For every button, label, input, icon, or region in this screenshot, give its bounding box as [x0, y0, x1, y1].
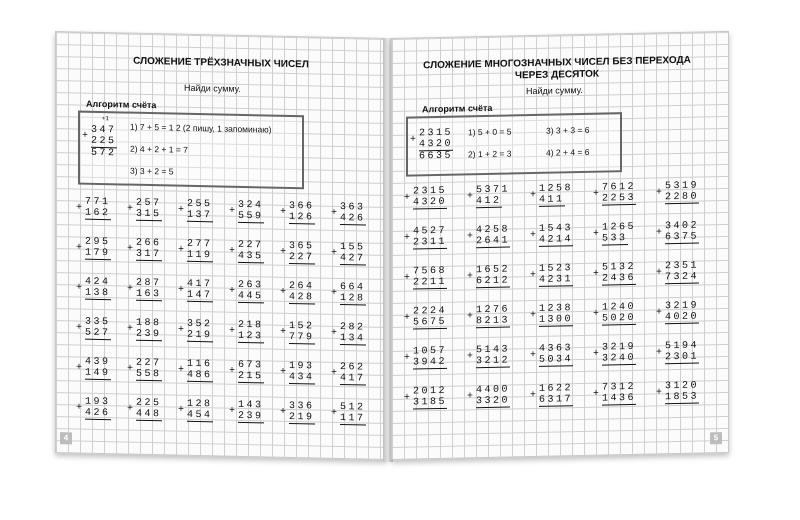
- addend-1: 3120: [665, 380, 700, 393]
- addition-problem: [656, 381, 700, 412]
- addend-2: 2211: [413, 276, 448, 289]
- addition-problem: [178, 359, 222, 390]
- algorithm-step: 2) 1 + 2 = 3: [468, 148, 512, 160]
- addend-2: 2641: [476, 235, 511, 248]
- plus-sign: +: [331, 207, 338, 219]
- addition-problem: [76, 236, 120, 267]
- plus-sign: +: [530, 389, 537, 402]
- addend-2: 4214: [539, 234, 574, 246]
- addend-1: 5132: [602, 261, 637, 274]
- addend-1: 336: [289, 400, 315, 413]
- addition-problem: [280, 321, 324, 352]
- addend-1: 257: [136, 197, 162, 210]
- page-title: СЛОЖЕНИЕ ТРЁХЗНАЧНЫХ ЧИСЕЛ: [133, 55, 309, 71]
- addition-problem: [530, 183, 574, 214]
- addend-1: 1057: [413, 345, 448, 358]
- addend-1: 2012: [413, 385, 448, 398]
- addend-2: 138: [85, 287, 111, 300]
- addend-1: 262: [340, 362, 366, 374]
- carry-mark: +1: [102, 116, 109, 123]
- addition-problem: [467, 184, 511, 215]
- addend-1: 7312: [602, 381, 637, 394]
- addition-problem: [467, 384, 511, 415]
- addend-1: 2224: [413, 305, 448, 318]
- addend-1: 128: [187, 398, 213, 411]
- addend-1: 439: [85, 356, 111, 369]
- page-subtitle: Найди сумму.: [184, 82, 241, 94]
- addend-2: 6317: [539, 394, 574, 406]
- addend-1: 347: [91, 124, 117, 137]
- addend-1: 155: [340, 242, 366, 254]
- plus-sign: +: [530, 189, 537, 202]
- page-number: 4: [60, 432, 72, 444]
- addend-2: 179: [85, 247, 111, 260]
- example-sum: 6635: [419, 150, 454, 163]
- addend-1: 263: [238, 279, 264, 292]
- addend-2: 4320: [419, 138, 454, 151]
- addition-problem: [127, 398, 171, 429]
- addend-1: 512: [340, 402, 366, 414]
- plus-sign: +: [82, 130, 89, 142]
- addend-1: 295: [85, 236, 111, 249]
- algorithm-example: [82, 116, 126, 160]
- plus-sign: +: [404, 312, 411, 324]
- addend-2: 426: [340, 213, 366, 225]
- plus-sign: +: [593, 188, 600, 200]
- plus-sign: +: [656, 347, 663, 359]
- algorithm-box: [78, 111, 304, 190]
- addend-2: 4020: [665, 311, 700, 324]
- addend-1: 365: [289, 240, 315, 253]
- right-page: [391, 31, 729, 460]
- plus-sign: +: [76, 362, 83, 374]
- algorithm-label: Алгоритм счёта: [422, 102, 493, 115]
- plus-sign: +: [656, 387, 663, 399]
- addition-problem: [76, 316, 120, 347]
- addition-problem: [404, 266, 448, 297]
- addend-2: 445: [238, 290, 264, 303]
- addend-1: 1276: [476, 304, 511, 317]
- addition-problem: [593, 182, 637, 213]
- addition-problem: [404, 346, 448, 377]
- addend-2: 3320: [476, 395, 511, 408]
- addition-problem: [331, 402, 375, 433]
- addition-problem: [331, 362, 375, 393]
- addend-2: 3240: [602, 352, 637, 365]
- addition-problem: [331, 202, 375, 233]
- addend-1: 1238: [539, 303, 574, 315]
- addend-2: 533: [602, 233, 628, 245]
- algorithm-label: Алгоритм счёта: [86, 98, 157, 111]
- algorithm-example: [410, 127, 454, 163]
- addend-2: 2253: [602, 192, 637, 205]
- addend-2: 219: [187, 329, 213, 342]
- addition-problem: [229, 240, 273, 271]
- plus-sign: +: [280, 326, 287, 338]
- addend-2: 147: [187, 289, 213, 302]
- addition-problem: [593, 222, 637, 253]
- addend-2: 239: [238, 410, 264, 423]
- addition-problem: [178, 239, 222, 270]
- addend-2: 149: [85, 367, 111, 380]
- addend-2: 426: [85, 407, 111, 420]
- addition-problem: [229, 320, 273, 351]
- addend-2: 137: [187, 209, 213, 222]
- addition-problem: [404, 306, 448, 337]
- addend-2: 428: [289, 291, 315, 304]
- addend-1: 7612: [602, 181, 637, 194]
- plus-sign: +: [178, 364, 185, 376]
- problem-grid: [392, 32, 728, 39]
- plus-sign: +: [530, 349, 537, 362]
- plus-sign: +: [280, 286, 287, 298]
- plus-sign: +: [593, 268, 600, 280]
- addend-2: 427: [340, 253, 366, 265]
- addend-2: 119: [187, 249, 213, 262]
- addition-problem: [656, 181, 700, 212]
- plus-sign: +: [229, 285, 236, 297]
- addend-2: 3942: [413, 356, 448, 369]
- plus-sign: +: [656, 267, 663, 279]
- addend-1: 2351: [665, 260, 700, 273]
- plus-sign: +: [127, 203, 134, 215]
- addend-1: 255: [187, 198, 213, 211]
- plus-sign: +: [76, 322, 83, 334]
- addend-1: 417: [187, 278, 213, 291]
- addend-1: 152: [289, 320, 315, 333]
- addend-2: 317: [136, 248, 162, 261]
- problem-grid: [56, 32, 386, 39]
- plus-sign: +: [229, 405, 236, 417]
- addend-2: 2301: [665, 351, 700, 364]
- addend-2: 126: [289, 211, 315, 224]
- addend-2: 5675: [413, 316, 448, 329]
- page-subtitle: Найди сумму.: [526, 84, 583, 97]
- addend-2: 1300: [539, 314, 574, 326]
- addend-2: 3185: [413, 396, 448, 409]
- plus-sign: +: [404, 352, 411, 364]
- open-workbook: [55, 38, 735, 478]
- plus-sign: +: [178, 284, 185, 296]
- plus-sign: +: [593, 348, 600, 360]
- addend-1: 282: [340, 322, 366, 334]
- addend-2: 434: [289, 371, 315, 384]
- plus-sign: +: [467, 191, 474, 203]
- addend-2: 162: [85, 207, 111, 220]
- addend-1: 335: [85, 316, 111, 329]
- addend-2: 1853: [665, 391, 700, 404]
- addend-2: 7324: [665, 271, 700, 284]
- addend-1: 4258: [476, 224, 511, 237]
- addition-problem: [656, 261, 700, 292]
- addend-2: 117: [340, 413, 366, 425]
- page-title-line-2: ЧЕРЕЗ ДЕСЯТОК: [514, 68, 600, 82]
- addend-2: 315: [136, 208, 162, 221]
- addition-problem: [76, 396, 120, 427]
- addition-problem: [404, 386, 448, 417]
- plus-sign: +: [76, 282, 83, 294]
- plus-sign: +: [229, 325, 236, 337]
- plus-sign: +: [76, 202, 83, 214]
- left-page: [55, 31, 387, 460]
- addend-1: 4400: [476, 384, 511, 397]
- addend-2: 417: [340, 373, 366, 385]
- algorithm-step: 2) 4 + 2 + 1 = 7: [130, 143, 188, 155]
- algorithm-box: [406, 112, 622, 177]
- addend-2: 8213: [476, 315, 511, 328]
- plus-sign: +: [467, 351, 474, 363]
- plus-sign: +: [127, 323, 134, 335]
- plus-sign: +: [127, 403, 134, 415]
- addition-problem: [593, 262, 637, 293]
- addend-2: 3212: [476, 355, 511, 368]
- addend-2: 448: [136, 408, 162, 421]
- addition-problem: [467, 344, 511, 375]
- plus-sign: +: [530, 309, 537, 322]
- addition-problem: [404, 226, 448, 257]
- addend-2: 123: [238, 330, 264, 343]
- addend-1: 4363: [539, 343, 574, 355]
- addition-problem: [127, 318, 171, 349]
- plus-sign: +: [467, 391, 474, 403]
- plus-sign: +: [410, 134, 417, 146]
- addition-problem: [178, 279, 222, 310]
- addition-problem: [331, 322, 375, 353]
- addend-1: 193: [85, 396, 111, 409]
- addend-1: 352: [187, 318, 213, 331]
- addition-problem: [404, 186, 448, 217]
- addend-2: 527: [85, 327, 111, 340]
- addend-1: 5143: [476, 344, 511, 357]
- plus-sign: +: [331, 287, 338, 299]
- addition-problem: [280, 201, 324, 232]
- addition-problem: [178, 199, 222, 230]
- addend-1: 324: [238, 199, 264, 212]
- plus-sign: +: [178, 204, 185, 216]
- addend-2: 435: [238, 250, 264, 263]
- addend-2: 5020: [602, 312, 637, 325]
- plus-sign: +: [404, 272, 411, 284]
- addend-1: 193: [289, 360, 315, 373]
- addition-problem: [280, 361, 324, 392]
- algorithm-step: 3) 3 + 3 = 6: [546, 124, 590, 136]
- plus-sign: +: [127, 283, 134, 295]
- addend-2: 219: [289, 411, 315, 424]
- page-title-line-1: СЛОЖЕНИЕ МНОГОЗНАЧНЫХ ЧИСЕЛ БЕЗ ПЕРЕХОДА: [423, 54, 691, 72]
- addition-problem: [593, 302, 637, 333]
- plus-sign: +: [467, 231, 474, 243]
- addition-problem: [127, 278, 171, 309]
- algorithm-step: 3) 3 + 2 = 5: [130, 165, 174, 177]
- addend-1: 1543: [539, 223, 574, 235]
- addend-1: 1622: [539, 383, 574, 395]
- plus-sign: +: [280, 366, 287, 378]
- addend-1: 1652: [476, 264, 511, 277]
- addition-problem: [331, 282, 375, 313]
- plus-sign: +: [178, 404, 185, 416]
- plus-sign: +: [76, 242, 83, 254]
- addend-1: 116: [187, 358, 213, 371]
- plus-sign: +: [656, 307, 663, 319]
- addend-2: 558: [136, 368, 162, 381]
- plus-sign: +: [404, 232, 411, 244]
- addend-2: 411: [539, 194, 565, 206]
- plus-sign: +: [593, 228, 600, 240]
- example-sum: 572: [91, 147, 117, 160]
- addend-2: 225: [91, 135, 117, 148]
- addend-1: 771: [85, 196, 111, 209]
- addend-2: 2436: [602, 272, 637, 285]
- plus-sign: +: [530, 229, 537, 242]
- addend-1: 264: [289, 280, 315, 293]
- addend-1: 218: [238, 319, 264, 332]
- addition-problem: [76, 276, 120, 307]
- addend-2: 6375: [665, 231, 700, 244]
- addend-2: 1436: [602, 392, 637, 405]
- addend-1: 4527: [413, 225, 448, 238]
- addition-problem: [229, 400, 273, 431]
- plus-sign: +: [331, 327, 338, 339]
- addend-2: 5034: [539, 354, 574, 366]
- addend-1: 3219: [665, 300, 700, 313]
- addend-1: 7568: [413, 265, 448, 278]
- addition-problem: [656, 221, 700, 252]
- addend-2: 2280: [665, 191, 700, 204]
- addend-2: 779: [289, 331, 315, 344]
- addition-problem: [593, 342, 637, 373]
- addend-1: 664: [340, 282, 366, 294]
- addition-problem: [467, 264, 511, 295]
- addition-problem: [656, 301, 700, 332]
- addend-2: 239: [136, 328, 162, 341]
- addend-1: 225: [136, 397, 162, 410]
- plus-sign: +: [331, 367, 338, 379]
- addition-problem: [530, 223, 574, 254]
- plus-sign: +: [76, 402, 83, 414]
- plus-sign: +: [404, 192, 411, 204]
- addend-2: 4320: [413, 196, 448, 209]
- plus-sign: +: [656, 187, 663, 199]
- page-number: 5: [710, 432, 722, 444]
- algorithm-step: 4) 2 + 4 = 6: [546, 146, 590, 158]
- addend-2: 412: [476, 195, 502, 208]
- addition-problem: [178, 319, 222, 350]
- addend-1: 1258: [539, 183, 574, 195]
- plus-sign: +: [404, 392, 411, 404]
- addend-2: 134: [340, 333, 366, 345]
- addition-problem: [127, 198, 171, 229]
- plus-sign: +: [229, 245, 236, 257]
- addition-problem: [76, 356, 120, 387]
- addition-problem: [530, 263, 574, 294]
- plus-sign: +: [229, 365, 236, 377]
- addition-problem: [530, 343, 574, 374]
- plus-sign: +: [656, 227, 663, 239]
- addend-1: 673: [238, 359, 264, 372]
- plus-sign: +: [178, 244, 185, 256]
- plus-sign: +: [530, 269, 537, 282]
- addition-problem: [229, 360, 273, 391]
- addend-1: 2315: [413, 185, 448, 198]
- addition-problem: [229, 280, 273, 311]
- addition-problem: [656, 341, 700, 372]
- addend-1: 143: [238, 399, 264, 412]
- addend-1: 5194: [665, 340, 700, 353]
- addend-1: 1240: [602, 301, 637, 314]
- addend-1: 287: [136, 277, 162, 290]
- addend-1: 363: [340, 202, 366, 214]
- addend-2: 2311: [413, 236, 448, 249]
- addend-1: 3402: [665, 220, 700, 233]
- addend-1: 227: [238, 239, 264, 252]
- addition-problem: [127, 358, 171, 389]
- addend-1: 366: [289, 200, 315, 213]
- addend-1: 1523: [539, 263, 574, 275]
- addend-2: 486: [187, 369, 213, 382]
- addend-2: 163: [136, 288, 162, 301]
- addition-problem: [280, 281, 324, 312]
- addend-1: 1265: [602, 221, 637, 234]
- plus-sign: +: [178, 324, 185, 336]
- addition-problem: [467, 224, 511, 255]
- addend-1: 266: [136, 237, 162, 250]
- addend-2: 454: [187, 409, 213, 422]
- addition-problem: [127, 238, 171, 269]
- addition-problem: [593, 382, 637, 413]
- addend-2: 128: [340, 293, 366, 305]
- plus-sign: +: [280, 406, 287, 418]
- plus-sign: +: [280, 246, 287, 258]
- plus-sign: +: [593, 388, 600, 400]
- plus-sign: +: [331, 247, 338, 259]
- addend-1: 277: [187, 238, 213, 251]
- plus-sign: +: [280, 206, 287, 218]
- plus-sign: +: [229, 205, 236, 217]
- addition-problem: [530, 383, 574, 414]
- addition-problem: [530, 303, 574, 334]
- addend-2: 215: [238, 370, 264, 383]
- addend-1: 188: [136, 317, 162, 330]
- addend-2: 4231: [539, 274, 574, 286]
- addend-1: 2315: [419, 127, 454, 140]
- addition-problem: [178, 399, 222, 430]
- algorithm-step: 1) 7 + 5 = 1 2 (2 пишу, 1 запоминаю): [130, 121, 272, 135]
- addend-1: 5319: [665, 180, 700, 193]
- addend-2: 6212: [476, 275, 511, 288]
- plus-sign: +: [467, 311, 474, 323]
- addition-problem: [280, 241, 324, 272]
- plus-sign: +: [127, 363, 134, 375]
- addend-1: 3219: [602, 341, 637, 354]
- addition-problem: [331, 242, 375, 273]
- plus-sign: +: [593, 308, 600, 320]
- addend-1: 424: [85, 276, 111, 289]
- addend-2: 559: [238, 210, 264, 223]
- algorithm-step: 1) 5 + 0 = 5: [468, 126, 512, 138]
- addition-problem: [467, 304, 511, 335]
- addition-problem: [76, 196, 120, 227]
- addend-1: 227: [136, 357, 162, 370]
- addend-2: 227: [289, 251, 315, 264]
- addition-problem: [280, 401, 324, 432]
- plus-sign: +: [127, 243, 134, 255]
- plus-sign: +: [331, 407, 338, 419]
- addend-1: 5371: [476, 184, 511, 197]
- addition-problem: [229, 200, 273, 231]
- plus-sign: +: [467, 271, 474, 283]
